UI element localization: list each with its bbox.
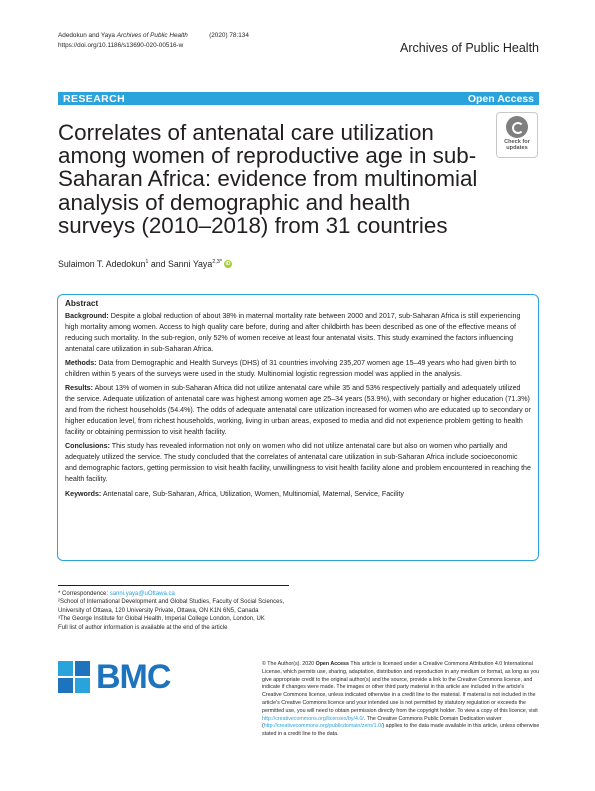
background-label: Background: — [65, 312, 109, 320]
keywords-label: Keywords: — [65, 489, 102, 498]
abstract-background — [65, 311, 531, 355]
bmc-mark-icon — [58, 661, 92, 695]
author-info-note: Full list of author information is available at the end of the article — [58, 624, 228, 631]
license-text-2: . The Creative Commons Public Domain Dedication waiver ( — [262, 715, 502, 730]
author-1-affiliation: 1 — [145, 259, 149, 265]
article-type-bar — [58, 92, 539, 105]
journal-name: Archives of Public Health — [400, 41, 539, 55]
author-and: and — [148, 259, 169, 269]
header-authors: Adedokun and Yaya — [58, 32, 115, 39]
license-link-cc0[interactable]: http://creativecommons.org/publicdomain/zero/1.0/ — [263, 723, 383, 730]
author-1: Sulaimon T. Adedokun — [58, 259, 146, 269]
results-label: Results: — [65, 384, 93, 393]
footnotes — [58, 590, 293, 632]
badge-line1: Check for — [504, 139, 530, 145]
abstract-results — [65, 383, 531, 438]
correspondence-email[interactable]: sanni.yaya@uOttawa.ca — [109, 591, 175, 597]
header-doi[interactable]: https://doi.org/10.1186/s13690-020-00516-w — [58, 41, 184, 49]
check-for-updates-badge[interactable] — [496, 112, 538, 158]
conclusions-label: Conclusions: — [65, 442, 110, 451]
conclusions-text: This study has revealed information not only on women who did not utilize antenatal care but also on women who partially and adequately utilized the service. The study concluded that the correlates of antenatal care utilization in sub-Saharan Africa include socioeconomic and demographic factors, getting permission to visit health facility, unwillingness to visit health facility alone and problem encountered in reaching the health facility. — [65, 442, 531, 484]
article-title: Correlates of antenatal care utilization among women of reproductive age in sub-Saharan Africa: evidence from multinomial analysis of demographic and health surveys (2010–2018) from 31 countries — [58, 120, 478, 238]
results-text: About 13% of women in sub-Saharan Africa did not utilize antenatal care while 35 and 53% respectively partially and adequately utilized the service. Adequate utilization of antenatal care was highest among women age 25–34 years (53.9%), with secondary or higher education (71.3%) and from the richest households (54.4%). The odds of adequate antenatal care utilization increased for women who are educated up to secondary or higher education level, from richest households, working, living in urban areas, exposed to media and did not experience problem getting to health facility or obtaining permission to visit health facility. — [65, 384, 531, 437]
header-journal-italic: Archives of Public Health — [116, 32, 188, 39]
abstract-box — [57, 294, 539, 561]
background-text: Despite a global reduction of about 38% in maternal mortality rate between 2000 and 2017, sub-Saharan Africa is still experiencing high mortality among women. Access to high quality care before, during and after childbirth has been described as one of the effective means of reducing such mortality. In the sub-region, only 52% of women receive at least four antenatal visits. This study examined the factors influencing antenatal care utilization in sub-Saharan Africa. — [65, 312, 521, 353]
badge-line2: updates — [506, 145, 528, 151]
author-list — [58, 259, 232, 269]
abstract-keywords — [65, 489, 531, 500]
license-oa: Open Access — [315, 661, 349, 667]
license-text-1: This article is licensed under a Creative Commons Attribution 4.0 International License, which permits use, sharing, adaptation, distribution and reproduction in any medium or format, as long as you give appropriate credit to the original author(s) and the source, provide a link to the Creative Commons licence, and indicate if changes were made. The images or other third party material in this article are included in the article's Creative Commons licence, unless indicated otherwise in a credit line to the material. If material is not included in the article's Creative Commons licence and your intended use is not permitted by statutory regulation or exceeds the permitted use, you will need to obtain permission directly from the copyright holder. To view a copy of this licence, visit — [262, 661, 540, 714]
abstract-methods — [65, 358, 531, 380]
methods-text: Data from Demographic and Health Surveys (DHS) of 31 countries involving 235,207 women age 15–49 years who had given birth to children within 5 years of the surveys were used in the study. Multinomial logistic regression model was applied in the analysis. — [65, 359, 517, 379]
article-type-label: RESEARCH — [63, 92, 126, 105]
affiliation-3: ³The George Institute for Global Health, Imperial College London, London, UK — [58, 616, 265, 623]
bmc-logo-text: BMC — [96, 658, 171, 696]
citation-line — [58, 31, 249, 41]
abstract-heading: Abstract — [65, 299, 99, 308]
license-link-cc-by[interactable]: http://creativecommons.org/licenses/by/4.0/ — [262, 715, 364, 722]
crossmark-icon — [506, 116, 528, 138]
keywords-text: Antenatal care, Sub-Saharan, Africa, Utilization, Women, Multinomial, Maternal, Service, Facility — [101, 489, 404, 498]
correspondence-label: * Correspondence: — [58, 591, 110, 597]
correspondence — [58, 590, 293, 598]
bmc-logo — [58, 658, 170, 697]
orcid-icon[interactable]: iD — [225, 261, 231, 267]
author-2: Sanni Yaya — [168, 259, 213, 269]
license-prefix: © The Author(s). 2020 — [262, 661, 316, 667]
methods-label: Methods: — [65, 359, 97, 368]
header-year-volume: (2020) 78:134 — [209, 32, 249, 39]
author-2-affiliation: 2,3* — [212, 259, 223, 265]
footnote-divider — [58, 585, 289, 586]
running-header — [58, 31, 249, 50]
affiliation-2: ²School of International Development and Global Studies, Faculty of Social Sciences, University of Ottawa, 120 University Private, Ottawa, ON K1N 6N5, Canada — [58, 599, 285, 614]
license-text-3: ) applies to the data made available in this article, unless otherwise stated in a credit line to the data. — [262, 723, 540, 738]
abstract-conclusions — [65, 441, 531, 485]
license-text — [262, 661, 540, 739]
open-access-label: Open Access — [467, 92, 534, 105]
